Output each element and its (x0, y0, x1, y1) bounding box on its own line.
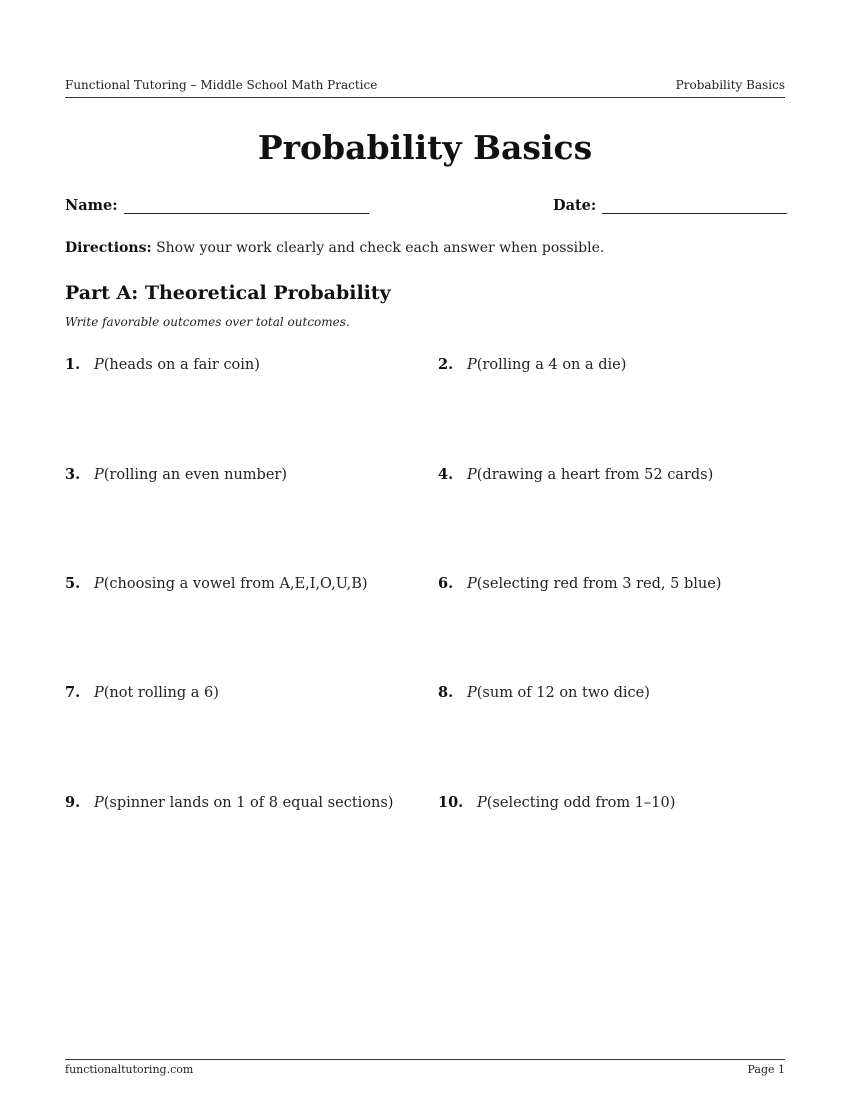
problem-number: 10. (438, 794, 464, 811)
header-left-text: Functional Tutoring – Middle School Math Practice (65, 78, 378, 92)
probability-symbol: P (467, 357, 477, 373)
problem-number: 5. (65, 575, 81, 592)
problem-number: 4. (438, 466, 454, 483)
name-field[interactable] (65, 197, 369, 214)
date-blank-line[interactable] (602, 199, 787, 214)
date-label: Date: (553, 197, 597, 214)
probability-symbol: P (467, 467, 477, 483)
probability-symbol: P (94, 357, 104, 373)
problem-number: 1. (65, 356, 81, 373)
probability-symbol: P (94, 685, 104, 701)
header-right-text: Probability Basics (675, 78, 785, 92)
problem-number: 2. (438, 356, 454, 373)
problem-text: (rolling a 4 on a die) (476, 357, 627, 373)
problem-8 (438, 684, 650, 701)
probability-symbol: P (467, 576, 477, 592)
footer-website: functionaltutoring.com (65, 1063, 194, 1076)
problem-6 (438, 575, 721, 592)
problem-text: (not rolling a 6) (103, 685, 219, 701)
directions (65, 240, 604, 256)
part-a-title: Part A: Theoretical Probability (65, 282, 391, 304)
date-field[interactable] (553, 197, 787, 214)
problem-number: 9. (65, 794, 81, 811)
page-footer (65, 1059, 785, 1076)
page-title: Probability Basics (257, 128, 593, 167)
directions-text: Show your work clearly and check each answer when possible. (151, 240, 605, 256)
problem-number: 3. (65, 466, 81, 483)
problem-7 (65, 684, 219, 701)
name-label: Name: (65, 197, 118, 214)
problem-2 (438, 356, 626, 373)
probability-symbol: P (94, 467, 104, 483)
problem-text: (selecting odd from 1–10) (486, 795, 676, 811)
problem-text: (sum of 12 on two dice) (476, 685, 650, 701)
problem-text: (rolling an even number) (103, 467, 287, 483)
problem-number: 7. (65, 684, 81, 701)
problem-3 (65, 466, 287, 483)
name-blank-line[interactable] (124, 199, 369, 214)
part-a-subtitle: Write favorable outcomes over total outcomes. (65, 315, 350, 329)
problem-1 (65, 356, 260, 373)
problem-number: 6. (438, 575, 454, 592)
problem-text: (selecting red from 3 red, 5 blue) (476, 576, 722, 592)
probability-symbol: P (94, 576, 104, 592)
problem-10 (438, 794, 675, 811)
directions-label: Directions: (65, 240, 152, 256)
problem-9 (65, 794, 393, 811)
problem-5 (65, 575, 368, 592)
probability-symbol: P (94, 795, 104, 811)
footer-page-number: Page 1 (747, 1063, 785, 1076)
problem-text: (heads on a fair coin) (103, 357, 260, 373)
problem-4 (438, 466, 713, 483)
problem-number: 8. (438, 684, 454, 701)
problem-text: (choosing a vowel from A,E,I,O,U,B) (103, 576, 368, 592)
problem-text: (drawing a heart from 52 cards) (476, 467, 714, 483)
problem-text: (spinner lands on 1 of 8 equal sections) (103, 795, 394, 811)
probability-symbol: P (477, 795, 487, 811)
probability-symbol: P (467, 685, 477, 701)
page-header (65, 78, 785, 98)
